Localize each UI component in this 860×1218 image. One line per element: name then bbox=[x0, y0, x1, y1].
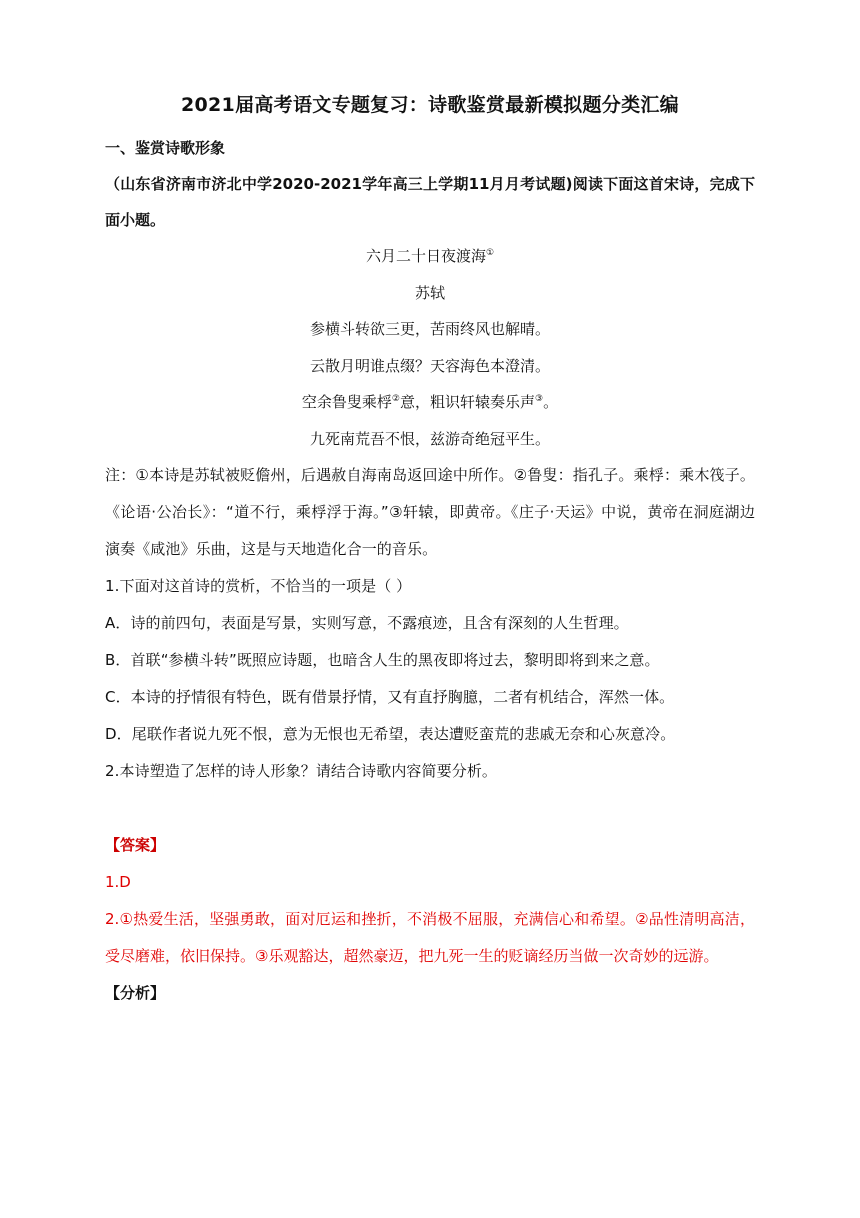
poem-notes: 注：①本诗是苏轼被贬儋州，后遇赦自海南岛返回途中所作。②鲁叟：指孔子。乘桴：乘木筏子。《论语·公冶长》：“道不行，乘桴浮于海。”③轩辕，即黄帝。《庄子·天运》中说，黄帝在洞庭湖边演奏《咸池》乐曲，这是与天地造化合一的音乐。 bbox=[105, 466, 755, 558]
answer-heading: 【答案】 bbox=[105, 836, 166, 854]
option-c: C．本诗的抒情很有特色，既有借景抒情，又有直抒胸臆，二者有机结合，浑然一体。 bbox=[105, 688, 675, 706]
poem-line: 空余鲁叟乘桴②意，粗识轩辕奏乐声③。 bbox=[301, 393, 559, 411]
document-page bbox=[105, 88, 755, 1012]
answer-1: 1.D bbox=[105, 873, 131, 891]
section-heading: 一、鉴赏诗歌形象 bbox=[105, 139, 226, 157]
question-2: 2.本诗塑造了怎样的诗人形象？请结合诗歌内容简要分析。 bbox=[105, 762, 498, 780]
analysis-heading: 【分析】 bbox=[105, 984, 166, 1002]
answer-2: 2.①热爱生活，坚强勇敢，面对厄运和挫折，不消极不屈服，充满信心和希望。②品性清明高洁，受尽磨难，依旧保持。③乐观豁达，超然豪迈，把九死一生的贬谪经历当做一次奇妙的远游。 bbox=[105, 910, 755, 965]
poem-line: 九死南荒吾不恨，兹游奇绝冠平生。 bbox=[309, 429, 550, 448]
footnote-marker: ③ bbox=[535, 394, 544, 404]
option-a: A．诗的前四句，表面是写景，实则写意，不露痕迹，且含有深刻的人生哲理。 bbox=[105, 614, 629, 632]
poem-line: 参横斗转欲三更，苦雨终风也解晴。 bbox=[309, 320, 550, 338]
blank-spacer bbox=[105, 790, 755, 827]
question-source: （山东省济南市济北中学2020-2021学年高三上学期11月月考试题)阅读下面这首宋诗，完成下面小题。 bbox=[105, 175, 755, 229]
poem bbox=[105, 238, 755, 457]
poem-author: 苏轼 bbox=[414, 283, 445, 302]
footnote-marker: ② bbox=[391, 394, 400, 404]
option-d: D．尾联作者说九死不恨，意为无恨也无希望，表达遭贬蛮荒的悲戚无奈和心灰意冷。 bbox=[105, 725, 676, 743]
document-title: 2021届高考语文专题复习：诗歌鉴赏最新模拟题分类汇编 bbox=[181, 94, 679, 116]
footnote-marker: ① bbox=[485, 248, 495, 258]
poem-title: 六月二十日夜渡海① bbox=[365, 247, 495, 265]
poem-line: 云散月明谁点缀？天容海色本澄清。 bbox=[309, 356, 550, 375]
option-b: B．首联“参横斗转”既照应诗题，也暗含人生的黑夜即将过去，黎明即将到来之意。 bbox=[105, 651, 660, 669]
question-1: 1.下面对这首诗的赏析，不恰当的一项是（ ） bbox=[105, 577, 412, 595]
